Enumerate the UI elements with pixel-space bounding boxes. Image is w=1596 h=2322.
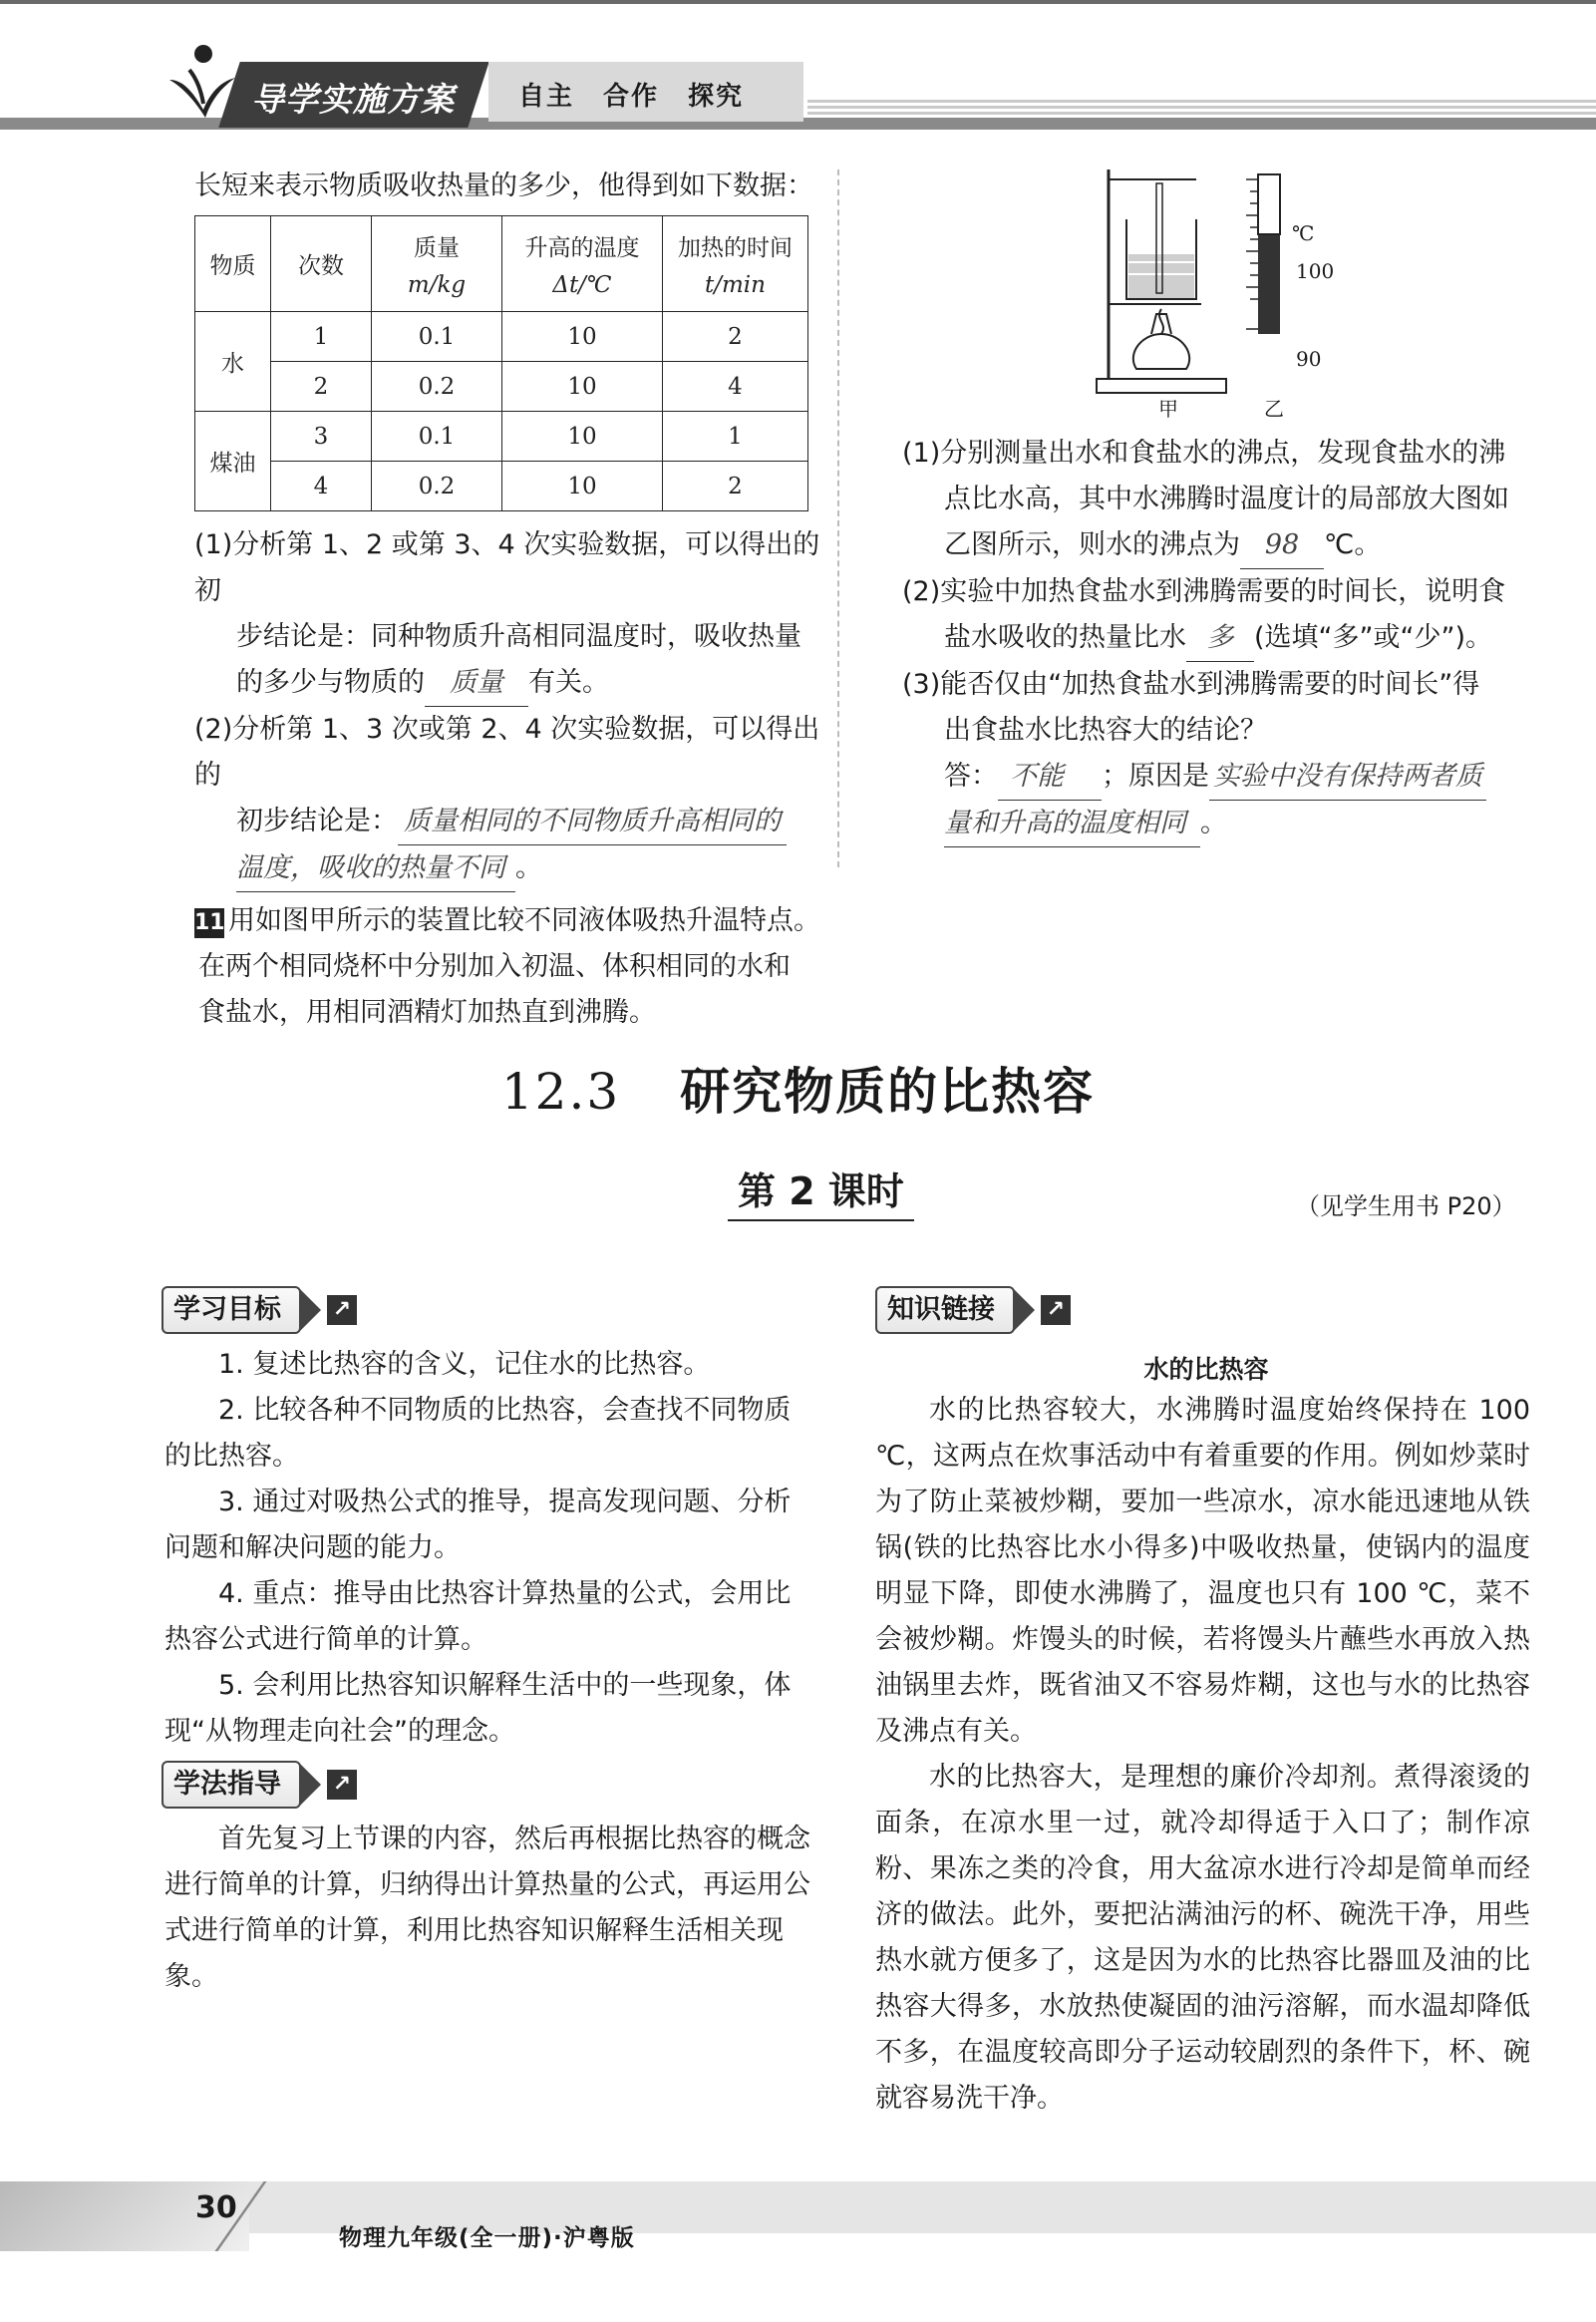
- section-title: [0, 1052, 1596, 1124]
- cell-trial: 3: [271, 412, 372, 462]
- cell-mass: 0.1: [372, 412, 502, 462]
- brand-title: 导学实施方案: [251, 80, 455, 119]
- th-trial: 次数: [271, 216, 372, 312]
- header-stripes: [807, 100, 1596, 118]
- th-time-label: 加热的时间: [678, 235, 793, 261]
- right-q2-answer: 多: [1186, 615, 1254, 662]
- header-tags: 自主 合作 探究: [518, 82, 745, 112]
- right-q3-answer-3: 量和升高的温度相同: [944, 801, 1200, 847]
- method-text: 首先复习上节课的内容，然后再根据比热容的概念进行简单的计算，归纳得出计算热量的公式，再运用公式进行简单的计算，利用比热容知识解释生活相关现象。: [164, 1824, 810, 1992]
- goals-label: 学习目标: [161, 1286, 301, 1334]
- experiment-figure: [1087, 160, 1346, 419]
- cell-mass: 0.2: [372, 462, 502, 511]
- cell-time: 2: [663, 462, 808, 511]
- label-arrow-icon: [299, 1288, 321, 1332]
- left-q2-line2: 初步结论是： 质量相同的不同物质升高相同的: [194, 799, 832, 845]
- knowledge-paragraph-2: 水的比热容大，是理想的廉价冷却剂。煮得滚烫的面条，在凉水里一过，就冷却得适于入口了；制作凉粉、果冻之类的冷食，用大盆凉水进行冷却是简单而经济的做法。此外，要把沾满油污的杯、碗洗干净，用些热水就方便多了，这是因为水的比热容比器皿及油的比热容大得多，水放热使凝固的油污溶解，而水温却降低不多，在温度较高即分子运动较剧烈的条件下，杯、碗就容易洗干净。: [875, 1762, 1530, 2114]
- right-q3-line3: 答： 不能 ；原因是 实验中没有保持两者质: [902, 754, 1540, 801]
- list-item: 5. 会利用比热容知识解释生活中的一些现象，体现“从物理走向社会”的理念。: [164, 1670, 792, 1747]
- left-q1-line3: 的多少与物质的 质量 有关。: [194, 660, 832, 707]
- goals-label-box: [161, 1286, 357, 1334]
- thermo-unit: ℃: [1292, 221, 1315, 245]
- cell-temp: 10: [502, 312, 663, 362]
- left-q2-line3: 温度，吸收的热量不同 。: [194, 845, 832, 892]
- arrow-out-icon: ↗: [327, 1770, 357, 1800]
- knowledge-body: [875, 1388, 1530, 2122]
- top-rule: [0, 0, 1596, 4]
- th-mass: [372, 216, 502, 312]
- q11-line3: 食盐水，用相同酒精灯加热直到沸腾。: [198, 997, 656, 1028]
- cell-mass: 0.2: [372, 362, 502, 412]
- q11-line1: 11 用如图甲所示的装置比较不同液体吸热升温特点。: [194, 905, 820, 936]
- right-q3-line2: 出食盐水比热容大的结论？: [944, 715, 1267, 746]
- cell-time: 2: [663, 312, 808, 362]
- th-substance: 物质: [195, 216, 271, 312]
- knowledge-paragraph-1: 水的比热容较大，水沸腾时温度始终保持在 100 ℃，这两点在炊事活动中有着重要的作用。例如炒菜时为了防止菜被炒糊，要加一些凉水，凉水能迅速地从铁锅(铁的比热容比水小得多)中吸收热量，使锅内的温度明显下降，即使水沸腾了，温度也只有 100 ℃，菜不会被炒糊。炸馒头的时候，若将馒头片蘸些水再放入热油锅里去炸，既省油又不容易炸糊，这也与水的比热容及沸点有关。: [875, 1395, 1530, 1747]
- th-temp-unit: Δt/℃: [552, 272, 612, 298]
- left-q2-answer-1: 质量相同的不同物质升高相同的: [398, 799, 787, 845]
- cell-trial: 1: [271, 312, 372, 362]
- cell-mass: 0.1: [372, 312, 502, 362]
- left-q1-answer: 质量: [425, 660, 528, 707]
- cell-kerosene: 煤油: [195, 412, 271, 511]
- thermo-90: 90: [1296, 347, 1322, 371]
- left-q1: [194, 522, 832, 1036]
- column-divider: [837, 169, 839, 867]
- th-temp-label: 升高的温度: [524, 235, 640, 261]
- right-q1-line3: 乙图所示，则水的沸点为 98 ℃。: [902, 522, 1540, 569]
- cell-temp: 10: [502, 462, 663, 511]
- page-number: 30: [195, 2190, 237, 2225]
- knowledge-heading: 水的比热容: [1143, 1355, 1269, 1384]
- label-arrow-icon: [299, 1763, 321, 1807]
- knowledge-label-box: [875, 1286, 1071, 1334]
- right-q2-line1: (2)实验中加热食盐水到沸腾需要的时间长，说明食: [902, 576, 1506, 607]
- figure-label-a: 甲: [1158, 397, 1178, 421]
- th-mass-label: 质量: [414, 235, 460, 261]
- section-number: 12.3: [500, 1063, 621, 1121]
- right-q3-answer-2: 实验中没有保持两者质: [1209, 754, 1486, 801]
- figure-label-b: 乙: [1264, 397, 1284, 421]
- arrow-out-icon: ↗: [327, 1295, 357, 1325]
- cell-temp: 10: [502, 362, 663, 412]
- data-table: [194, 215, 808, 511]
- th-time-unit: t/min: [705, 272, 766, 298]
- list-item: 1. 复述比热容的含义，记住水的比热容。: [218, 1349, 711, 1380]
- cell-water: 水: [195, 312, 271, 412]
- left-q1-line2: 步结论是：同种物质升高相同温度时，吸收热量: [236, 621, 801, 652]
- right-q2-line2: 盐水吸收的热量比水 多 (选填“多”或“少”)。: [902, 615, 1540, 662]
- list-item: 3. 通过对吸热公式的推导，提高发现问题、分析问题和解决问题的能力。: [164, 1487, 792, 1563]
- cell-trial: 2: [271, 362, 372, 412]
- section-heading: 研究物质的比热容: [680, 1063, 1096, 1121]
- table-row: [195, 312, 808, 362]
- left-q2-answer-2: 温度，吸收的热量不同: [236, 845, 515, 892]
- right-q1-answer: 98: [1240, 522, 1324, 569]
- method-label-box: [161, 1761, 357, 1809]
- cell-time: 4: [663, 362, 808, 412]
- right-q1-line2: 点比水高，其中水沸腾时温度计的局部放大图如: [944, 484, 1509, 514]
- cell-trial: 4: [271, 462, 372, 511]
- table-row: [195, 412, 808, 462]
- goals-list: [164, 1342, 817, 1755]
- right-questions: [902, 431, 1540, 847]
- th-time: [663, 216, 808, 312]
- right-q3-answer-1: 不能: [998, 754, 1102, 801]
- method-label: 学法指导: [161, 1761, 301, 1809]
- label-arrow-icon: [1013, 1288, 1035, 1332]
- list-item: 2. 比较各种不同物质的比热容，会查找不同物质的比热容。: [164, 1395, 792, 1472]
- q11-line2: 在两个相同烧杯中分别加入初温、体积相同的水和: [198, 951, 791, 982]
- q11-number: 11: [194, 908, 224, 938]
- thermo-100: 100: [1296, 259, 1335, 283]
- right-q3-line4: 量和升高的温度相同 。: [902, 801, 1540, 847]
- right-q1-line1: (1)分别测量出水和食盐水的沸点，发现食盐水的沸: [902, 438, 1506, 469]
- th-mass-unit: m/kg: [407, 272, 467, 298]
- left-q2-line1: (2)分析第 1、3 次或第 2、4 次实验数据，可以得出的: [194, 714, 820, 791]
- knowledge-label: 知识链接: [875, 1286, 1015, 1334]
- cell-temp: 10: [502, 412, 663, 462]
- book-title: 物理九年级(全一册)·沪粤版: [339, 2225, 635, 2251]
- th-temp: [502, 216, 663, 312]
- list-item: 4. 重点：推导由比热容计算热量的公式，会用比热容公式进行简单的计算。: [164, 1578, 792, 1655]
- right-q3-line1: (3)能否仅由“加热食盐水到沸腾需要的时间长”得: [902, 669, 1480, 700]
- table-row: [195, 462, 808, 511]
- table-row: [195, 362, 808, 412]
- lesson-label: 第 2 课时: [728, 1161, 914, 1221]
- reference-note: （见学生用书 P20）: [1296, 1192, 1516, 1220]
- table-intro: 长短来表示物质吸收热量的多少，他得到如下数据：: [194, 170, 813, 201]
- left-q1-line1: (1)分析第 1、2 或第 3、4 次实验数据，可以得出的初: [194, 529, 820, 606]
- cell-time: 1: [663, 412, 808, 462]
- arrow-out-icon: ↗: [1041, 1295, 1071, 1325]
